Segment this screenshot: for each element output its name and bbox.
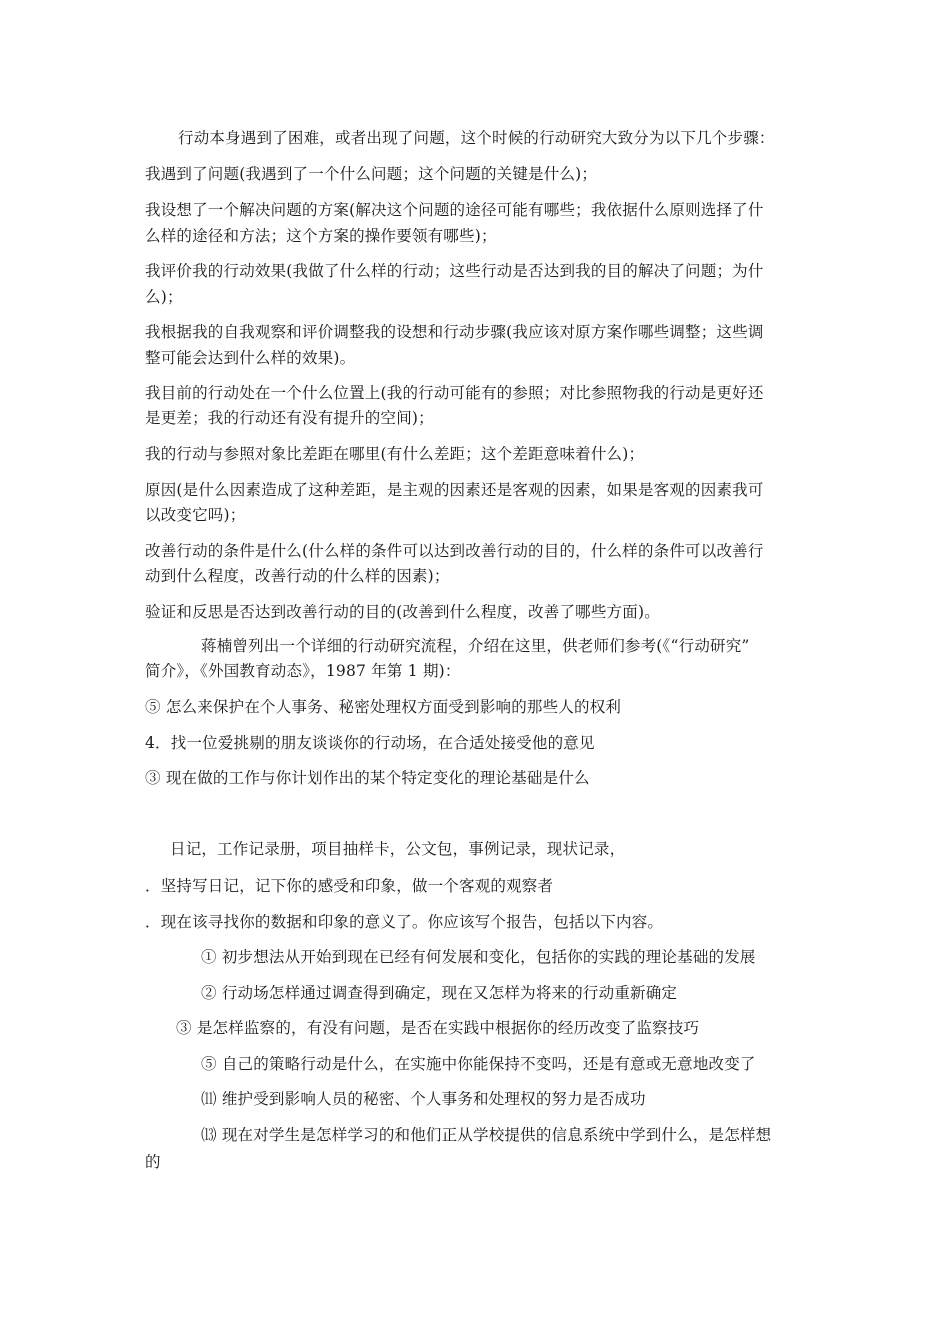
- reference-line-1: 蒋楠曾列出一个详细的行动研究流程，介绍在这里，供老师们参考(《“行动研究”: [201, 637, 750, 655]
- list-item-circled-5: ⑤ 怎么来保护在个人事务、秘密处理权方面受到影响的那些人的权利: [145, 698, 622, 716]
- step-2-line-1: 我设想了一个解决问题的方案(解决这个问题的途径可能有哪些；我依据什么原则选择了什: [145, 201, 764, 219]
- list-item-4: 4．找一位爱挑剔的朋友谈谈你的行动场，在合适处接受他的意见: [145, 734, 595, 752]
- records-list: 日记，工作记录册，项目抽样卡，公文包，事例记录，现状记录，: [170, 840, 626, 858]
- report-sub-13-line-1: ⒀ 现在对学生是怎样学习的和他们正从学校提供的信息系统中学到什么，是怎样想: [201, 1126, 772, 1144]
- step-5-line-2: 是更差；我的行动还有没有提升的空间)；: [145, 409, 434, 427]
- reference-line-2: 简介》，《外国教育动态》，1987 年第 1 期)：: [145, 662, 461, 680]
- step-1: 我遇到了问题(我遇到了一个什么问题；这个问题的关键是什么)；: [145, 165, 598, 183]
- step-5-line-1: 我目前的行动处在一个什么位置上(我的行动可能有的参照；对比参照物我的行动是更好还: [145, 384, 764, 402]
- step-8-line-2: 动到什么程度，改善行动的什么样的因素)；: [145, 567, 450, 585]
- step-4-line-2: 整可能会达到什么样的效果)。: [145, 349, 356, 367]
- report-sub-13-line-2: 的: [145, 1153, 161, 1171]
- step-7-line-1: 原因(是什么因素造成了这种差距，是主观的因素还是客观的因素，如果是客观的因素我可: [145, 481, 764, 499]
- diary-item: ．坚持写日记，记下你的感受和印象，做一个客观的观察者: [145, 877, 554, 895]
- step-4-line-1: 我根据我的自我观察和评价调整我的设想和行动步骤(我应该对原方案作哪些调整；这些调: [145, 323, 764, 341]
- report-sub-1: ① 初步想法从开始到现在已经有何发展和变化，包括你的实践的理论基础的发展: [201, 948, 756, 966]
- step-8-line-1: 改善行动的条件是什么(什么样的条件可以达到改善行动的目的，什么样的条件可以改善行: [145, 542, 764, 560]
- step-9: 验证和反思是否达到改善行动的目的(改善到什么程度，改善了哪些方面)。: [145, 603, 660, 621]
- step-7-line-2: 以改变它吗)；: [145, 506, 246, 524]
- step-3-line-2: 么)；: [145, 288, 183, 306]
- report-sub-11: ⑾ 维护受到影响人员的秘密、个人事务和处理权的努力是否成功: [201, 1090, 646, 1108]
- step-3-line-1: 我评价我的行动效果(我做了什么样的行动；这些行动是否达到我的目的解决了问题；为什: [145, 262, 764, 280]
- paragraph-intro: 行动本身遇到了困难，或者出现了问题，这个时候的行动研究大致分为以下几个步骤：: [178, 129, 775, 147]
- report-sub-5: ⑤ 自己的策略行动是什么，在实施中你能保持不变吗，还是有意或无意地改变了: [201, 1055, 756, 1073]
- report-sub-3: ③ 是怎样监察的，有没有问题，是否在实践中根据你的经历改变了监察技巧: [176, 1019, 700, 1037]
- report-item: ．现在该寻找你的数据和印象的意义了。你应该写个报告，包括以下内容。: [145, 913, 664, 931]
- list-item-circled-3: ③ 现在做的工作与你计划作出的某个特定变化的理论基础是什么: [145, 769, 590, 787]
- report-sub-2: ② 行动场怎样通过调查得到确定，现在又怎样为将来的行动重新确定: [201, 984, 678, 1002]
- step-6: 我的行动与参照对象比差距在哪里(有什么差距；这个差距意味着什么)；: [145, 445, 645, 463]
- step-2-line-2: 么样的途径和方法；这个方案的操作要领有哪些)；: [145, 227, 497, 245]
